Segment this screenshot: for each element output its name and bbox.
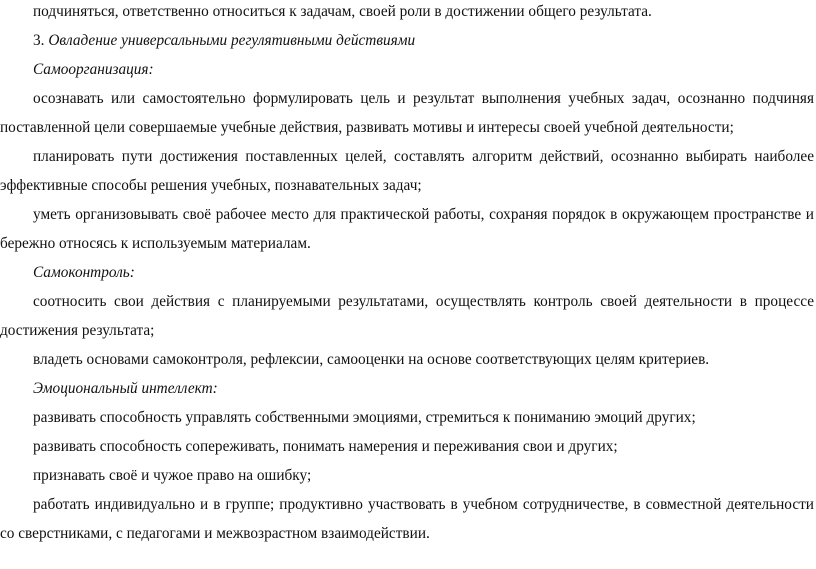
paragraph: планировать пути достижения поставленных целей, составлять алгоритм действий, осознанно выбирать наиболее эффективные способы решения учебных, познавательных задач; [0,148,814,194]
subheading-self-organization: Самоорганизация: [33,61,154,78]
subheading-self-control: Самоконтроль: [33,264,135,281]
paragraph: осознавать или самостоятельно формулировать цель и результат выполнения учебных задач, осознанно подчиняя поставленной цели совершаемые учебные действия, развивать мотивы и интересы своей учебной деятельности; [0,90,814,136]
section-title: Овладение универсальными регулятивными действиями [48,32,416,49]
paragraph: владеть основами самоконтроля, рефлексии, самооценки на основе соответствующих целям критериев. [33,351,710,368]
paragraph: признавать своё и чужое право на ошибку; [33,467,312,484]
paragraph: развивать способность сопереживать, понимать намерения и переживания свои и других; [33,438,618,455]
top-line-fragment: подчиняться, ответственно относиться к задачам, своей роли в достижении общего результата. [33,3,652,20]
section-heading [0,26,814,55]
document-body [0,26,814,548]
paragraph: работать индивидуально и в группе; продуктивно участвовать в учебном сотрудничестве, в совместной деятельности со сверстниками, с педагогами и межвозрастном взаимодействии. [0,496,814,542]
paragraph: соотносить свои действия с планируемыми результатами, осуществлять контроль своей деятельности в процессе достижения результата; [0,293,814,339]
paragraph: уметь организовывать своё рабочее место для практической работы, сохраняя порядок в окружающем пространстве и бережно относясь к используемым материалам. [0,206,814,252]
paragraph: развивать способность управлять собственными эмоциями, стремиться к пониманию эмоций других; [33,409,696,426]
section-number: 3. [33,32,45,49]
subheading-emotional-intelligence: Эмоциональный интеллект: [33,380,218,397]
